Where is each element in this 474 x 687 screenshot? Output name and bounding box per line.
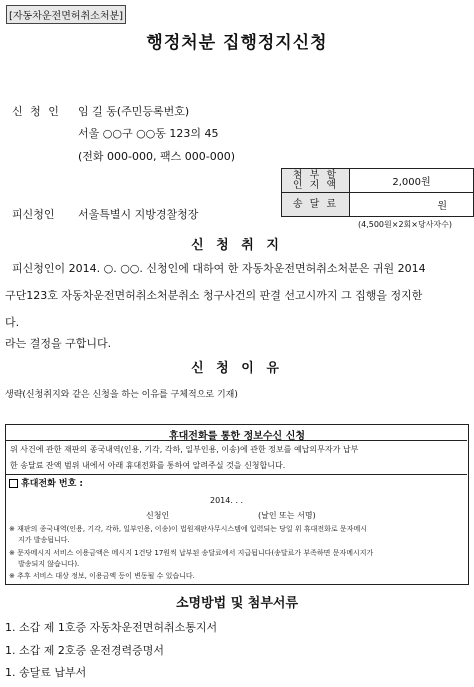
sms-note-1a: ※ 재판의 종국내역(인용, 기각, 각하, 일부인용, 이송)이 법원재판사무시스템에 입력되는 당일 위 휴대전화로 문자메시 — [9, 525, 367, 533]
delivery-fee-label: 송 달 료 — [282, 193, 350, 217]
sms-signer-label: 신청인 — [146, 511, 170, 520]
checkbox-icon — [9, 479, 18, 488]
purpose-line-4: 라는 결정을 구합니다. — [5, 337, 112, 350]
sms-desc-2: 한 송달료 잔액 범위 내에서 아래 휴대전화를 통하여 알려주실 것을 신청합니다. — [10, 461, 286, 470]
sms-note-2a: ※ 문자메시지 서비스 이용금액은 메시지 1건당 17원씩 납부된 송달료에서 지급됩니다(송달료가 부족하면 문자메시지가 — [9, 549, 374, 557]
fee-note: (4,500원×2회×당사자수) — [358, 220, 453, 229]
sms-date: 2014. . . — [210, 496, 244, 505]
respondent-label: 피신청인 — [12, 208, 55, 221]
purpose-heading: 신 청 취 지 — [191, 238, 283, 253]
evidence-item: 1. 소갑 제 1호증 자동차운전면허취소통지서 — [5, 621, 218, 634]
phone-number-row — [9, 476, 83, 489]
stamp-fee-label: 첨 부 할 인 지 액 — [282, 169, 350, 193]
phone-number-label: 휴대전화 번호 : — [21, 479, 84, 489]
sms-box-title: 휴대전화를 통한 정보수신 신청 — [168, 431, 306, 442]
delivery-fee-value: 원 — [350, 193, 474, 217]
page-title: 행정처분 집행정지신청 — [146, 33, 328, 53]
stamp-fee-value: 2,000원 — [350, 169, 474, 193]
sms-desc-1: 위 사건에 관한 재판의 종국내역(인용, 기각, 각하, 일부인용, 이송)에 관한 정보를 예납의무자가 납부 — [10, 445, 359, 454]
applicant-label: 신 청 인 — [12, 105, 61, 118]
applicant-address: 서울 ○○구 ○○동 123의 45 — [78, 127, 219, 140]
evidence-heading: 소명방법 및 첨부서류 — [175, 596, 299, 611]
applicant-name: 임 길 동(주민등록번호) — [78, 105, 190, 118]
reason-note: 생략(신청취지와 같은 신청을 하는 이유를 구체적으로 기재) — [5, 390, 238, 400]
evidence-item: 1. 소갑 제 2호증 운전경력증명서 — [5, 644, 164, 657]
evidence-item: 1. 송달료 납부서 — [5, 666, 87, 679]
reason-heading: 신 청 이 유 — [191, 361, 283, 376]
purpose-line-3: 다. — [5, 316, 20, 329]
purpose-line-1: 피신청인이 2014. ○. ○○. 신청인에 대하여 한 자동차운전면허취소처분은 귀원 2014 — [12, 262, 426, 275]
respondent-value: 서울특별시 지방경찰청장 — [78, 208, 199, 221]
sms-note-2b: 발송되지 않습니다). — [18, 560, 80, 568]
purpose-line-2: 구단123호 자동차운전면허취소처분취소 청구사건의 판결 선고시까지 그 집행을 정지한 — [5, 289, 423, 302]
fee-table — [281, 168, 474, 217]
category-tag: [자동차운전면허취소처분] — [6, 5, 126, 24]
sms-box-divider — [5, 440, 467, 441]
applicant-contact: (전화 000-000, 팩스 000-000) — [78, 150, 235, 163]
sms-signer-sign: (날인 또는 서명) — [258, 511, 316, 520]
sms-note-3: ※ 추후 서비스 대상 정보, 이용금액 등이 변동될 수 있습니다. — [9, 572, 195, 580]
sms-box-divider-2 — [5, 474, 467, 475]
sms-note-1b: 지가 발송됩니다. — [18, 536, 70, 544]
